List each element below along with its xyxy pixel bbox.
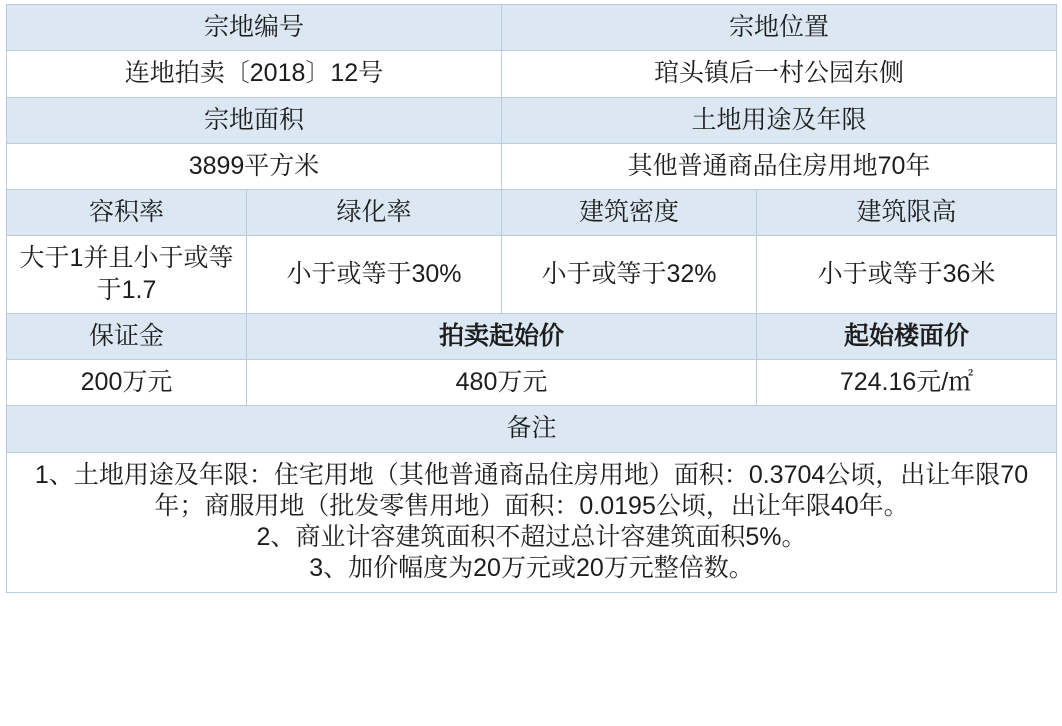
cell-starting-floor-price-label: 起始楼面价 xyxy=(757,313,1057,359)
table-row xyxy=(7,452,1057,592)
table-row xyxy=(7,313,1057,359)
cell-parcel-area-value: 3899平方米 xyxy=(7,143,502,189)
table-row xyxy=(7,143,1057,189)
cell-height-limit-label: 建筑限高 xyxy=(757,190,1057,236)
table-row xyxy=(7,97,1057,143)
table-row xyxy=(7,5,1057,51)
table-row xyxy=(7,190,1057,236)
cell-height-limit-value: 小于或等于36米 xyxy=(757,236,1057,314)
cell-starting-floor-price-value: 724.16元/㎡ xyxy=(757,360,1057,406)
cell-deposit-label: 保证金 xyxy=(7,313,247,359)
cell-parcel-location-label: 宗地位置 xyxy=(502,5,1057,51)
cell-parcel-number-label: 宗地编号 xyxy=(7,5,502,51)
remark-line-3: 3、加价幅度为20万元或20万元整倍数。 xyxy=(309,554,754,583)
cell-starting-price-value: 480万元 xyxy=(247,360,757,406)
cell-deposit-value: 200万元 xyxy=(7,360,247,406)
cell-parcel-number-value: 连地拍卖〔2018〕12号 xyxy=(7,51,502,97)
cell-land-use-term-value: 其他普通商品住房用地70年 xyxy=(502,143,1057,189)
cell-plot-ratio-label: 容积率 xyxy=(7,190,247,236)
cell-green-ratio-label: 绿化率 xyxy=(247,190,502,236)
cell-remarks-label: 备注 xyxy=(7,406,1057,452)
cell-land-use-term-label: 土地用途及年限 xyxy=(502,97,1057,143)
cell-plot-ratio-value: 大于1并且小于或等于1.7 xyxy=(7,236,247,314)
cell-green-ratio-value: 小于或等于30% xyxy=(247,236,502,314)
table-row xyxy=(7,360,1057,406)
table-row xyxy=(7,236,1057,314)
table-row xyxy=(7,51,1057,97)
cell-parcel-area-label: 宗地面积 xyxy=(7,97,502,143)
cell-starting-price-label: 拍卖起始价 xyxy=(247,313,757,359)
cell-parcel-location-value: 琯头镇后一村公园东侧 xyxy=(502,51,1057,97)
remark-line-2: 2、商业计容建筑面积不超过总计容建筑面积5%。 xyxy=(256,523,807,551)
table-row xyxy=(7,406,1057,452)
cell-building-density-label: 建筑密度 xyxy=(502,190,757,236)
cell-building-density-value: 小于或等于32% xyxy=(502,236,757,314)
land-parcel-table xyxy=(6,4,1057,593)
cell-remarks-body xyxy=(7,452,1057,592)
remark-line-1: 1、土地用途及年限：住宅用地（其他普通商品住房用地）面积：0.3704公顷，出让年限70年；商服用地（批发零售用地）面积：0.0195公顷，出让年限40年。 xyxy=(34,460,1029,520)
